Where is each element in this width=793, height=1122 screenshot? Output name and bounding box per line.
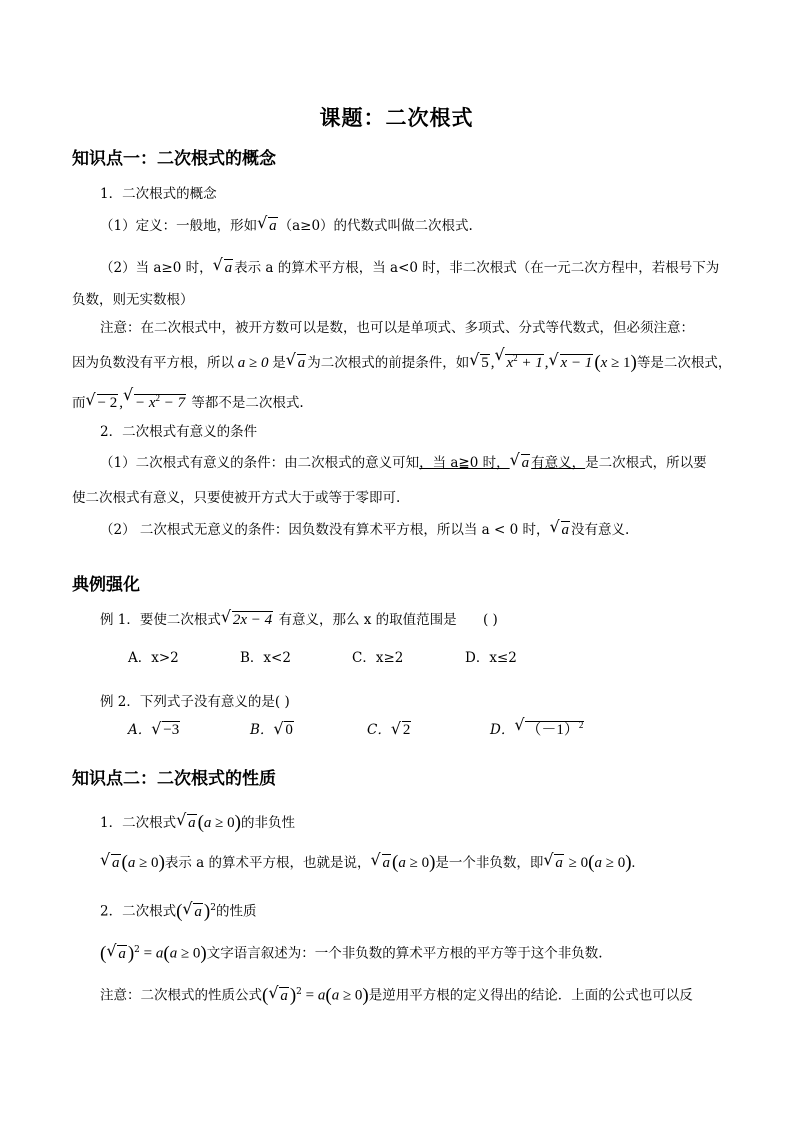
meaning-line-1-cont: 使二次根式有意义，只要使被开方式大于或等于零即可. [72,490,401,506]
example-1-answer-blank: ( ) [483,612,498,628]
example-1-option-b: B．x<2 [240,650,291,666]
example-2-option-c: C．√ 2 [367,718,412,739]
definition-line: （1）定义：一般地，形如√ a （a≥0）的代数式叫做二次根式. [100,216,473,236]
section-heading-examples: 典例强化 [72,575,140,595]
sqrt-x2-plus-1-expr: √ $x^2 + 1$ [495,348,543,373]
sqrt-a-expr: √ a [269,986,289,1006]
example-2-question: 例 2．下列式子没有意义的是( ) [100,694,290,710]
sqrt-a-expr: √ a [372,853,392,873]
condition-line-2-cont: 负数，则无实数根） [72,292,194,308]
sqrt-a-expr: √ a [214,258,234,278]
item-square-property: 2．二次根式(√ a )$^2$的性质 [100,898,256,922]
example-2-option-b: B．√ 0 [250,718,295,739]
sqrt-5-expr: √ 5 [470,353,490,373]
section-heading-properties: 知识点二：二次根式的性质 [72,769,276,789]
example-1-option-a: A．x>2 [128,650,179,666]
page-title: 课题：二次根式 [319,106,474,130]
sqrt-neg-2-expr: √ − 2 [87,393,119,413]
sqrt-0-expr: √ 0 [274,722,294,739]
meaning-line-1: （1）二次根式有意义的条件：由二次根式的意义可知，当 a≧0 时，√ a 有意义，是二次根式，所以要 [100,453,707,473]
note-line-1: 注意：在二次根式中，被开方数可以是数，也可以是单项式、多项式、分式等代数式，但必须注意： [100,320,694,336]
item-meaning-condition: 2．二次根式有意义的条件 [100,424,258,440]
sqrt-a-expr: √ a [551,520,571,540]
example-1-option-d: D．x≤2 [465,650,517,666]
example-2-option-a: A．√ −3 [128,718,181,739]
nonnegativity-line: √ a (a ≥ 0)表示 a 的算术平方根，也就是说，√ a (a ≥ 0)是一个非负数，即√ a ≥ 0(a ≥ 0). [100,852,635,873]
sqrt-neg-3-expr: √ −3 [152,722,180,739]
example-1-question: 例 1．要使二次根式√ 2x − 4 有意义，那么 x 的取值范围是 [100,610,457,630]
sqrt-x-minus-1-expr: √ x − 1 [550,353,594,373]
sqrt-a-expr: √ a [258,216,278,236]
meaning-line-2: （2） 二次根式无意义的条件：因负数没有算术平方根，所以当 a < 0 时，√ a 没有意义. [100,520,629,540]
sqrt-a-expr: √ a [544,853,564,873]
square-property-note: 注意：二次根式的性质公式(√ a )$^2$ = a(a ≥ 0)是逆用平方根的定义得出的结论．上面的公式也可以反 [100,982,693,1006]
sqrt-a-expr: √ a [287,353,307,373]
note-line-3: 而√ − 2 ,√ − $x^2 - 7$ 等都不是二次根式. [72,388,304,413]
sqrt-a-expr: √ a [101,853,121,873]
sqrt-2-expr: √ 2 [392,722,412,739]
section-heading-concept: 知识点一：二次根式的概念 [72,149,276,169]
sqrt-a-expr: √ a [177,813,197,833]
sqrt-neg-x2-minus-7-expr: √ − $x^2 - 7$ [124,388,186,413]
math-a-ge-0: a ≥ 0 [234,355,269,371]
sqrt-a-expr: √ a [183,902,203,922]
condition-line-2: （2）当 a≥0 时，√ a 表示 a 的算术平方根，当 a<0 时，非二次根式（在一元二次方程中，若根号下为 [100,258,719,278]
item-nonnegativity: 1．二次根式√ a (a ≥ 0)的非负性 [100,812,295,833]
example-1-option-c: C．x≥2 [352,650,404,666]
note-line-2: 因为负数没有平方根，所以 a ≥ 0 是√ a 为二次根式的前提条件，如√ 5 ,√ $x^2 + 1$ ,√ x − 1 (x ≥ 1)等是二次根式， [72,348,731,373]
sqrt-neg1-squared-expr: √ $(-1)^2$ [515,718,584,739]
square-property-line: (√ a )$^2$ = a(a ≥ 0)文字语言叙述为：一个非负数的算术平方根的平方等于这个非负数. [100,940,603,964]
example-2-option-d: D．√ $(-1)^2$ [490,718,585,739]
item-concept: 1．二次根式的概念 [100,186,217,202]
sqrt-a-expr: √ a [511,453,531,473]
sqrt-a-expr: √ a [107,944,127,964]
sqrt-2x-minus-4-expr: √ 2x − 4 [222,610,273,630]
